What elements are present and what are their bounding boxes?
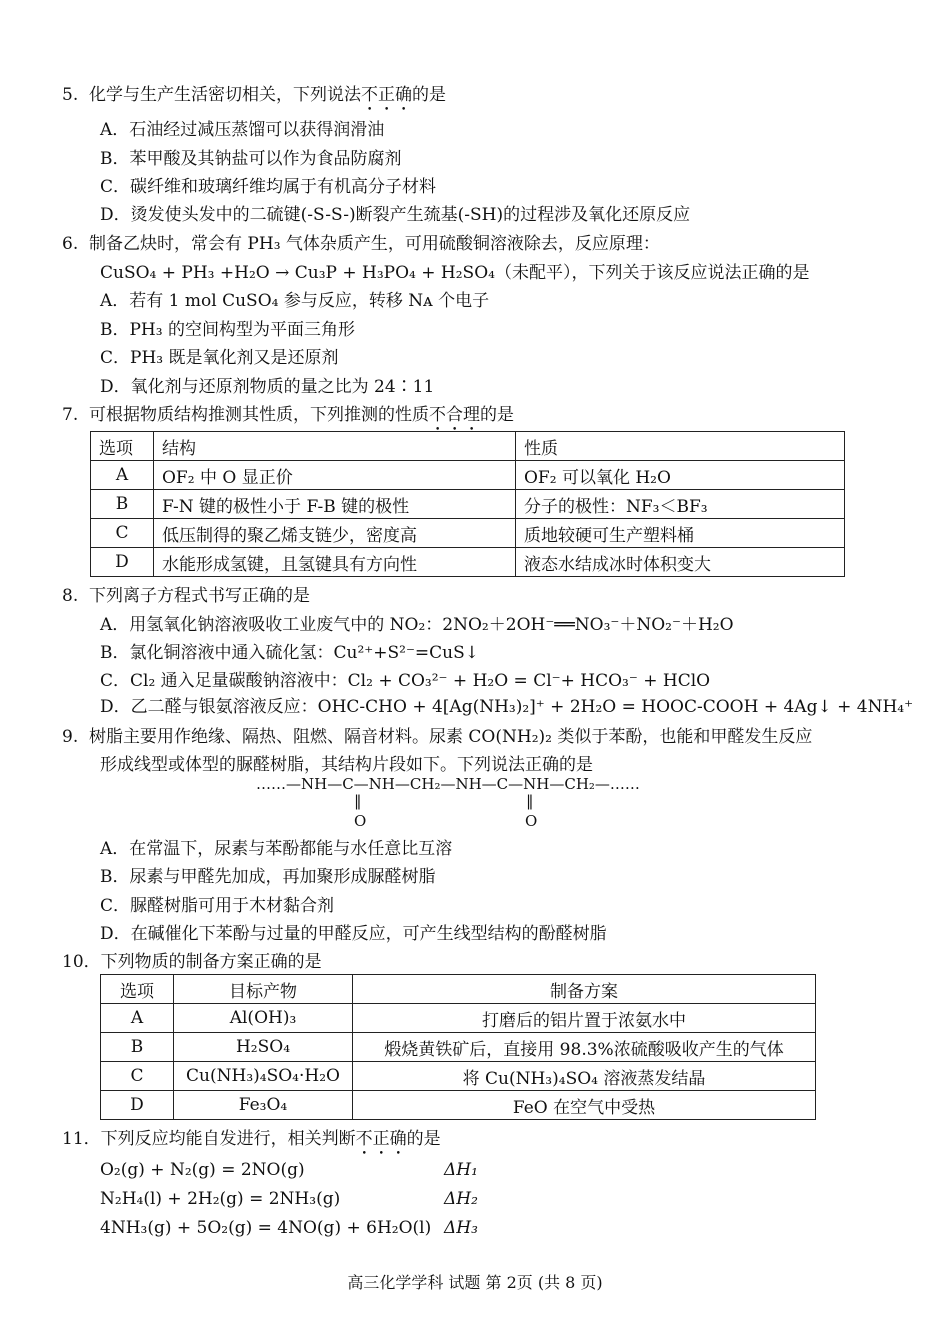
q11-stem: 11．下列反应均能自发进行，相关判断不正确的是 [62, 1129, 441, 1149]
q10-cell: D [101, 1091, 174, 1120]
q7-header-structure: 结构 [154, 432, 516, 461]
q5-stem: 5. 化学与生产生活密切相关，下列说法不正确的是 [62, 85, 447, 105]
q10-table [100, 974, 816, 1120]
q7-cell: OF₂ 可以氧化 H₂O [516, 461, 845, 490]
q11-enthalpy-3: ΔH₃ [444, 1218, 478, 1238]
q10-cell: H₂SO₄ [174, 1033, 353, 1062]
q7-header-property: 性质 [516, 432, 845, 461]
q10-stem: 10．下列物质的制备方案正确的是 [62, 952, 322, 972]
table-row [91, 490, 845, 519]
q9-stem-line2: 形成线型或体型的脲醛树脂，其结构片段如下。下列说法正确的是 [100, 755, 593, 775]
table-header-row [91, 432, 845, 461]
q10-cell: 打磨后的铝片置于浓氨水中 [353, 1004, 816, 1033]
table-row [101, 1091, 816, 1120]
q6-equation: CuSO₄ + PH₃ +H₂O → Cu₃P + H₃PO₄ + H₂SO₄（未配平），下列关于该反应说法正确的是 [100, 263, 810, 283]
structure-oxygen-2: O [525, 812, 538, 830]
q6-option-c: C．PH₃ 既是氧化剂又是还原剂 [100, 348, 339, 368]
q7-table [90, 431, 845, 577]
q5-option-b: B．苯甲酸及其钠盐可以作为食品防腐剂 [100, 149, 402, 169]
table-row [91, 519, 845, 548]
table-row [101, 1033, 816, 1062]
q7-cell: B [91, 490, 154, 519]
q10-cell: Al(OH)₃ [174, 1004, 353, 1033]
q7-cell: 液态水结成冰时体积变大 [516, 548, 845, 577]
q9-stem-line1: 9. 树脂主要用作绝缘、隔热、阻燃、隔音材料。尿素 CO(NH₂)₂ 类似于苯酚，也能和甲醛发生反应 [62, 727, 813, 747]
q9-option-b: B．尿素与甲醛先加成，再加聚形成脲醛树脂 [100, 867, 436, 887]
q11-reaction-1: O₂(g) + N₂(g) = 2NO(g) [100, 1160, 305, 1180]
q10-cell: C [101, 1062, 174, 1091]
q6-option-d: D．氧化剂与还原剂物质的量之比为 24∶11 [100, 377, 435, 397]
table-row [101, 1062, 816, 1091]
q8-option-b: B．氯化铜溶液中通入硫化氢：Cu²⁺+S²⁻=CuS↓ [100, 643, 480, 663]
urea-formaldehyde-structure [256, 775, 696, 835]
structure-double-bond-1: ‖ [354, 792, 362, 810]
q7-cell: 质地较硬可生产塑料桶 [516, 519, 845, 548]
q10-header-method: 制备方案 [353, 975, 816, 1004]
table-row [101, 1004, 816, 1033]
q7-stem: 7. 可根据物质结构推测其性质，下列推测的性质不合理的是 [62, 405, 515, 425]
q8-option-a: A．用氢氧化钠溶液吸收工业废气中的 NO₂：2NO₂＋2OH⁻══NO₃⁻＋NO₂⁻＋H₂O [100, 615, 734, 635]
q11-reaction-2: N₂H₄(l) + 2H₂(g) = 2NH₃(g) [100, 1189, 341, 1209]
q10-cell: B [101, 1033, 174, 1062]
q9-option-a: A．在常温下，尿素与苯酚都能与水任意比互溶 [100, 839, 453, 859]
q10-header-option: 选项 [101, 975, 174, 1004]
q11-enthalpy-1: ΔH₁ [444, 1160, 478, 1180]
structure-chain: ……—NH—C—NH—CH₂—NH—C—NH—CH₂—…… [256, 775, 640, 793]
structure-oxygen-1: O [354, 812, 367, 830]
q6-stem: 6. 制备乙炔时，常会有 PH₃ 气体杂质产生，可用硫酸铜溶液除去，反应原理： [62, 234, 660, 254]
table-row [91, 548, 845, 577]
q5-option-a: A．石油经过减压蒸馏可以获得润滑油 [100, 120, 385, 140]
q10-header-product: 目标产物 [174, 975, 353, 1004]
q10-cell: Cu(NH₃)₄SO₄·H₂O [174, 1062, 353, 1091]
q7-header-option: 选项 [91, 432, 154, 461]
q9-option-c: C．脲醛树脂可用于木材黏合剂 [100, 896, 335, 916]
q5-option-d: D．烫发使头发中的二硫键(-S-S-)断裂产生巯基(-SH)的过程涉及氧化还原反应 [100, 205, 691, 225]
q10-cell: 将 Cu(NH₃)₄SO₄ 溶液蒸发结晶 [353, 1062, 816, 1091]
q7-cell: OF₂ 中 O 显正价 [154, 461, 516, 490]
q7-cell: 低压制得的聚乙烯支链少，密度高 [154, 519, 516, 548]
q10-cell: Fe₃O₄ [174, 1091, 353, 1120]
q11-reaction-3: 4NH₃(g) + 5O₂(g) = 4NO(g) + 6H₂O(l) [100, 1218, 432, 1238]
q7-cell: 分子的极性：NF₃＜BF₃ [516, 490, 845, 519]
page-footer: 高三化学学科 试题 第 2页 (共 8 页) [347, 1273, 603, 1292]
table-row [91, 461, 845, 490]
q11-enthalpy-2: ΔH₂ [444, 1189, 478, 1209]
q6-option-a: A．若有 1 mol CuSO₄ 参与反应，转移 Nᴀ 个电子 [100, 291, 490, 311]
q7-cell: A [91, 461, 154, 490]
q8-stem: 8. 下列离子方程式书写正确的是 [62, 586, 311, 606]
q10-cell: FeO 在空气中受热 [353, 1091, 816, 1120]
q5-option-c: C．碳纤维和玻璃纤维均属于有机高分子材料 [100, 177, 437, 197]
q7-cell: 水能形成氢键，且氢键具有方向性 [154, 548, 516, 577]
q8-option-c: C．Cl₂ 通入足量碳酸钠溶液中：Cl₂ + CO₃²⁻ + H₂O = Cl⁻+ HCO₃⁻ + HClO [100, 671, 711, 691]
structure-double-bond-2: ‖ [526, 792, 534, 810]
q7-cell: D [91, 548, 154, 577]
q7-cell: C [91, 519, 154, 548]
q7-cell: F-N 键的极性小于 F-B 键的极性 [154, 490, 516, 519]
q10-cell: 煅烧黄铁矿后，直接用 98.3%浓硫酸吸收产生的气体 [353, 1033, 816, 1062]
q8-option-d: D．乙二醛与银氨溶液反应：OHC-CHO + 4[Ag(NH₃)₂]⁺ + 2H₂O = HOOC-COOH + 4Ag↓ + 4NH₄⁺ [100, 697, 914, 717]
q9-option-d: D．在碱催化下苯酚与过量的甲醛反应，可产生线型结构的酚醛树脂 [100, 924, 607, 944]
q10-cell: A [101, 1004, 174, 1033]
q6-option-b: B．PH₃ 的空间构型为平面三角形 [100, 320, 355, 340]
table-header-row [101, 975, 816, 1004]
